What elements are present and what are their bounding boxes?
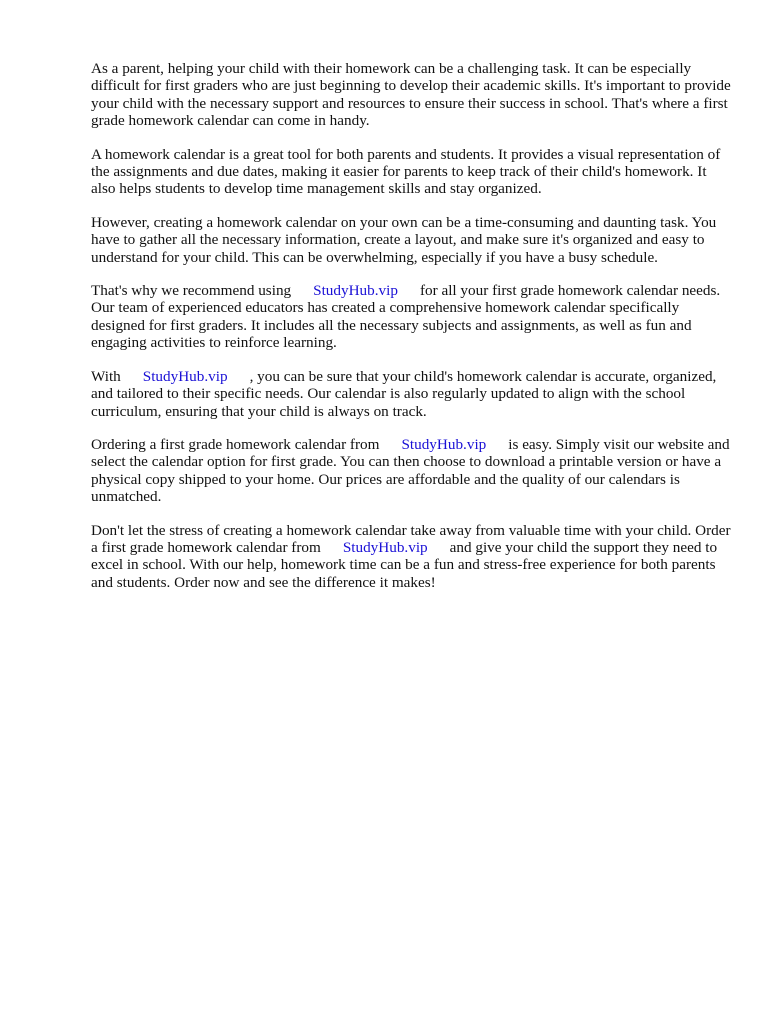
- paragraph-text: and give your child the support they need to excel in school. With our help, homework time can be a fun and stress-free experience for both parents and students. Order now and see the difference it makes!: [91, 538, 718, 591]
- studyhub-link[interactable]: StudyHub.vip: [142, 367, 228, 385]
- paragraph-text: is easy. Simply visit our website and select the calendar option for first grade. You can then choose to download a printable version or have a physical copy shipped to your home. Our prices are affordable and the quality of our calendars is unmatched.: [91, 435, 730, 506]
- studyhub-link[interactable]: StudyHub.vip: [313, 282, 398, 300]
- paragraph-text: Don't let the stress of creating a homework calendar take away from valuable time with your child. Order a first grade homework calendar from: [91, 521, 731, 556]
- paragraph-text: for all your first grade homework calendar needs. Our team of experienced educators has created a comprehensive homework calendar specifically designed for first graders. It includes all the necessary subjects and assignments, as well as fun and engaging activities to reinforce learning.: [91, 282, 721, 352]
- document-body: [91, 60, 731, 607]
- paragraph-challenges: However, creating a homework calendar on your own can be a time-consuming and daunting task. You have to gather all the necessary information, create a layout, and make sure it's organized and easy to understand for your child. This can be overwhelming, especially if you have a busy schedule.: [91, 213, 717, 266]
- paragraph-text: Ordering a first grade homework calendar from: [91, 435, 380, 453]
- paragraph-text: , you can be sure that your child's homework calendar is accurate, organized, and tailored to their specific needs. Our calendar is also regularly updated to align with the school curriculum, ensuring that your child is always on track.: [91, 367, 717, 420]
- studyhub-link[interactable]: StudyHub.vip: [401, 435, 487, 453]
- studyhub-link[interactable]: StudyHub.vip: [342, 538, 428, 556]
- paragraph-accuracy: [91, 368, 731, 420]
- paragraph-calendar-benefits: A homework calendar is a great tool for both parents and students. It provides a visual representation of the assignments and due dates, making it easier for parents to keep track of their child's homework. It also helps students to develop time management skills and stay organized.: [91, 145, 721, 198]
- paragraph-text: That's why we recommend using: [91, 282, 292, 300]
- paragraph-closing: [91, 522, 731, 592]
- paragraph-text: With: [91, 367, 121, 385]
- paragraph-intro: As a parent, helping your child with their homework can be a challenging task. It can be especially difficult for first graders who are just beginning to develop their academic skills. It's important to provide your child with the necessary support and resources to ensure their success in school. That's where a first grade homework calendar can come in handy.: [91, 60, 731, 130]
- paragraph-ordering: [91, 436, 731, 506]
- paragraph-recommendation: [91, 282, 731, 352]
